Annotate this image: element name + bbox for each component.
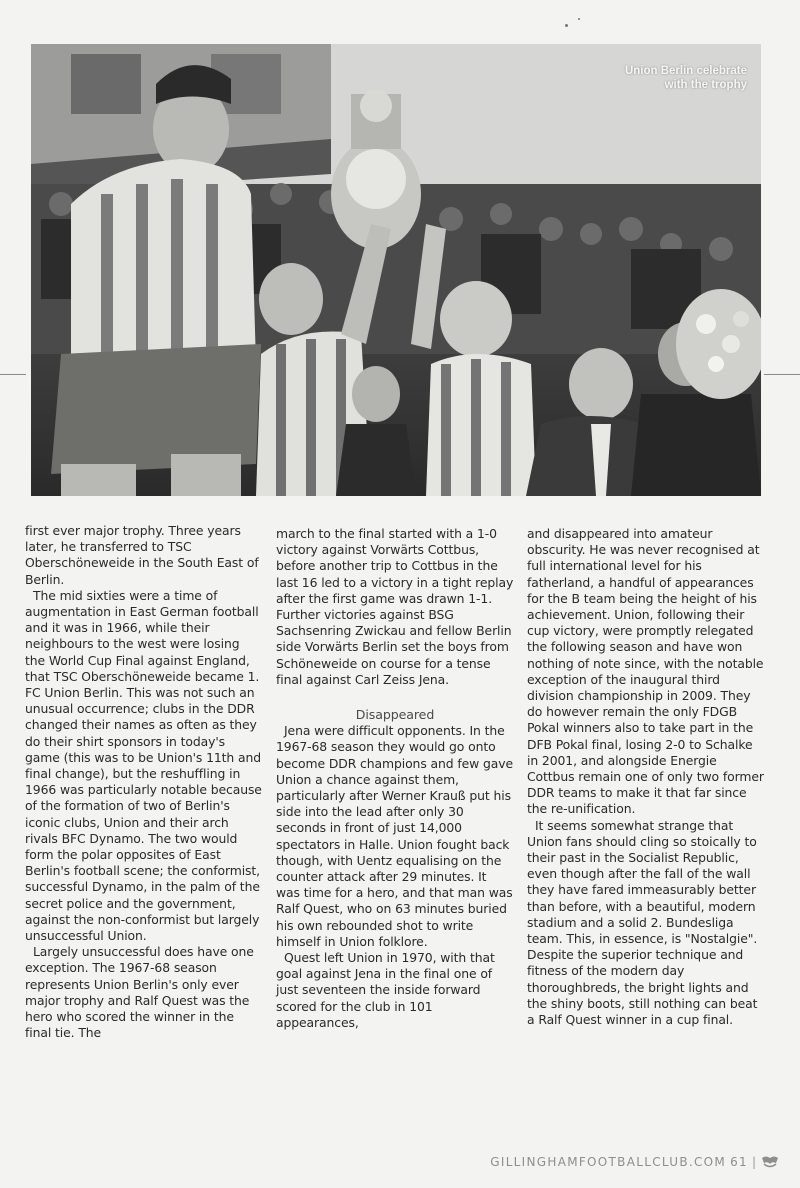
article-column-1 — [25, 523, 263, 1042]
article-paragraph: Largely unsuccessful does have one exception. The 1967-68 season represents Union Berlin's only ever major trophy and Ralf Quest was the hero who scored the winner in the final tie. The — [25, 944, 254, 1041]
article-column-2 — [276, 526, 514, 1031]
scan-speck — [578, 18, 580, 20]
caption-line: Union Berlin celebrate — [624, 65, 747, 77]
page-number: 61 — [730, 1155, 748, 1169]
trophy-celebration-photo — [31, 44, 761, 496]
article-paragraph: first ever major trophy. Three years later, he transferred to TSC Oberschöneweide in the South East of Berlin. — [25, 523, 259, 587]
scan-speck — [565, 24, 568, 27]
article-paragraph: It seems somewhat strange that Union fans should cling so stoically to their past in the Socialist Republic, even though after the fall of the wall they have fared immeasurably better than before, with a beautiful, modern stadium and a solid 2. Bundesliga team. This, in essence, is "Nostalgie". Despite the superior technique and fitness of the modern day thoroughbreds, the bright lights and the shiny boots, still nothing can beat a Ralf Quest winner in a cup final. — [527, 817, 758, 1028]
article-column-3 — [527, 526, 765, 1028]
page-edge-rule-left — [0, 374, 26, 375]
article-paragraph: march to the final started with a 1-0 victory against Vorwärts Cottbus, before another trip to Cottbus in the last 16 led to a victory in a tight replay after the first game was drawn 1-1. Further victories against BSG Sachsenring Zwickau and fellow Berlin side Vorwärts Berlin set the boys from Schöneweide on course for a tense final against Carl Zeiss Jena. — [276, 526, 514, 687]
photo-caption — [625, 64, 747, 92]
article-paragraph: The mid sixties were a time of augmentation in East German football and it was in 1966, while their neighbours to the west were losing the World Cup Final against England, that TSC Oberschöneweide became 1. FC Union Berlin. This was not such an unusual occurrence; clubs in the DDR changed their names as often as they do their shirt sponsors in today's game (this was to be Union's 11th and final change), but the reshuffling in 1966 was particularly notable because of the formation of two of Berlin's iconic clubs, Union and their arch rivals BFC Dynamo. The two would form the polar opposites of East Berlin's football scene; the conformist, successful Dynamo, in the palm of the secret police and the government, against the non-conformist but largely unsuccessful Union. — [25, 587, 262, 944]
gfc-crest-icon — [760, 1155, 780, 1169]
article-paragraph: Jena were difficult opponents. In the 1967-68 season they would go onto become DDR champions and few gave Union a chance against them, particularly after Werner Krauß put his side into the lead after only 30 seconds in front of just 14,000 spectators in Halle. Union fought back though, with Uentz equalising on the counter attack after 29 minutes. It was time for a hero, and that man was Ralf Quest, who on 63 minutes buried his own rebounded shot to write himself in Union folklore. — [276, 723, 514, 949]
caption-line: with the trophy — [664, 79, 747, 91]
footer-separator: | — [751, 1155, 756, 1169]
article-paragraph: Quest left Union in 1970, with that goal against Jena in the final one of just seventeen the inside forward scored for the club in 101 appearances, — [276, 950, 495, 1030]
article-paragraph: and disappeared into amateur obscurity. He was never recognised at full international level for his fatherland, a handful of appearances for the B team being the height of his achievement. Union, following their cup victory, were promptly relegated the following season and have won nothing of note since, with the notable exception of the inaugural third division championship in 2009. They do however remain the only FDGB Pokal winners also to take part in the DFB Pokal final, losing 2-0 to Schalke in 2001, and alongside Energie Cottbus remain one of only two former DDR teams to make it that far since the re-unification. — [527, 526, 764, 817]
page-footer — [480, 1154, 780, 1170]
page-edge-rule-right — [764, 374, 800, 375]
footer-site-name: GILLINGHAMFOOTBALLCLUB.COM — [490, 1155, 727, 1169]
photo-illustration — [31, 44, 761, 496]
section-subheading: Disappeared — [355, 707, 435, 723]
